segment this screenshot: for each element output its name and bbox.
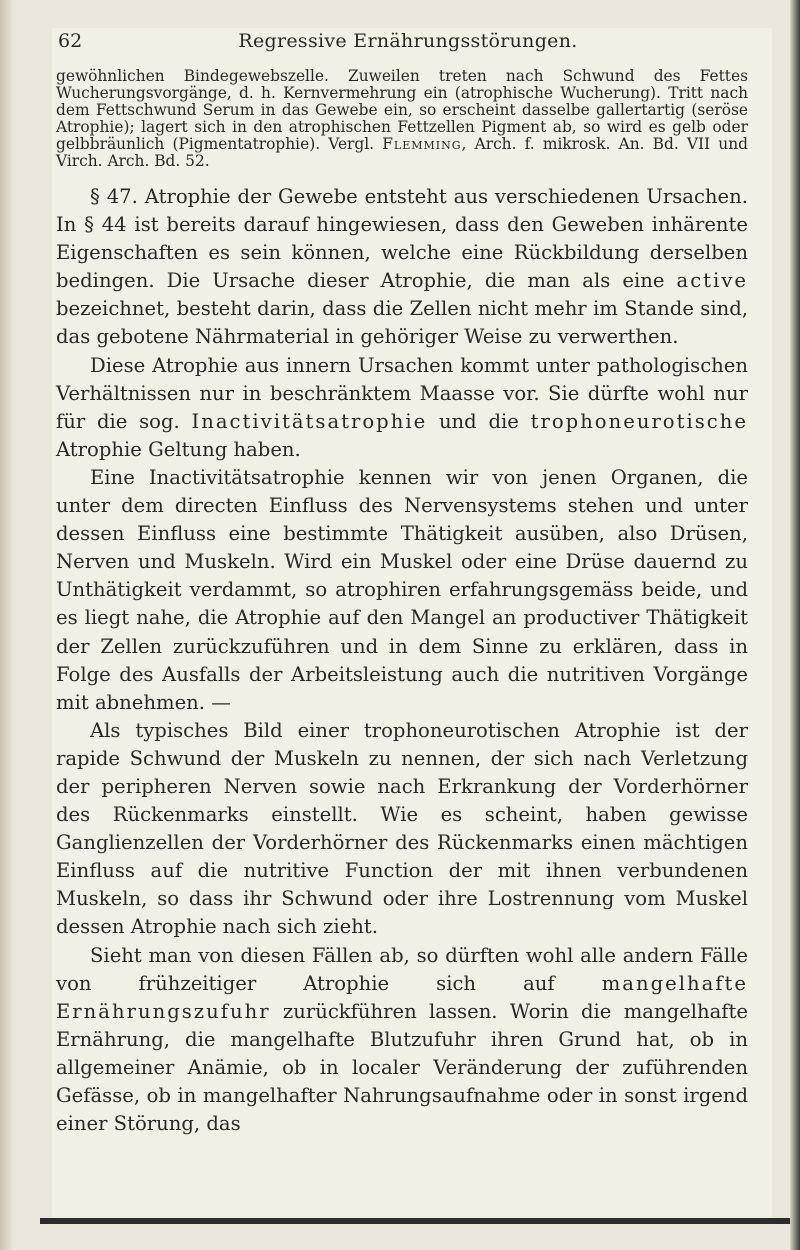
page-header	[58, 28, 758, 58]
emphasis-inactivity: Inactivitätsatrophie	[191, 409, 428, 433]
running-title: Regressive Ernährungsstörungen.	[238, 30, 578, 52]
page-bottom-edge	[40, 1218, 790, 1224]
paragraph-trophoneurotic-atrophy: Als typisches Bild einer trophoneurotischen Atrophie ist der rapide Schwund der Muskeln zu nennen, der sich nach Verletzung der peripheren Nerven sowie nach Erkrankung der Vorderhörner des Rückenmarks einstellt. Wie es scheint, haben gewisse Ganglienzellen der Vorderhörner des Rückenmarks einen mächtigen Einfluss auf die nutritive Function der mit ihnen verbundenen Muskeln, so dass ihr Schwund oder ihre Lostrennung vom Muskel dessen Atrophie nach sich zieht.	[56, 718, 748, 939]
emphasis-active: active	[676, 269, 748, 293]
emphasis-nutrition-supply: mangelhafte Ernährungszufuhr	[56, 971, 748, 1023]
paragraph-inner-causes: Diese Atrophie aus innern Ursachen kommt unter pathologischen Verhältnissen nur in beschränktem Maasse vor. Sie dürfte wohl nur für die sog. Inactivitätsatrophie und die trophoneurotische Atrophie Geltung haben.	[56, 353, 748, 461]
emphasis-trophoneurotic: trophoneurotische	[530, 409, 748, 433]
paragraph-section-47: § 47. Atrophie der Gewebe entsteht aus verschiedenen Ursachen. In § 44 ist bereits darauf hingewiesen, dass den Geweben inhärente Eigenschaften es sein können, welche eine Rückbildung derselben bedingen. Die Ursache dieser Atrophie, die man als eine active bezeichnet, besteht darin, dass die Zellen nicht mehr im Stande sind, das gebotene Nährmaterial in gehöriger Weise zu verwerthen.	[56, 185, 748, 349]
paragraph-nutrition: Sieht man von diesen Fällen ab, so dürften wohl alle andern Fälle von frühzeitiger Atrophie sich auf mangelhafte Ernährungszufuhr zurückführen lassen. Worin die mangelhafte Ernährung, die mangelhafte Blutzufuhr ihren Grund hat, ob in allgemeiner Anämie, ob in localer Veränderung der zuführenden Gefässe, ob in mangelhafter Nahrungsaufnahme oder in sonst irgend einer Störung, das	[56, 943, 748, 1136]
paragraph-inactivity-atrophy: Eine Inactivitätsatrophie kennen wir von jenen Organen, die unter dem directen Einfluss des Nervensystems stehen und unter dessen Einfluss eine bestimmte Thätigkeit ausüben, also Drüsen, Nerven und Muskeln. Wird ein Muskel oder eine Drüse dauernd zu Unthätigkeit verdammt, so atrophiren erfahrungsgemäss beide, und es liegt nahe, die Atrophie auf den Mangel an productiver Thätigkeit der Zellen zurückzuführen und in dem Sinne zu erklären, dass in Folge des Ausfalls der Arbeitsleistung auch die nutritiven Vorgänge mit abnehmen. —	[56, 465, 748, 714]
page-number: 62	[58, 30, 83, 52]
small-print-paragraph: gewöhnlichen Bindegewebszelle. Zuweilen treten nach Schwund des Fettes Wucherungsvorgänge, d. h. Kernvermehrung ein (atrophische Wucherung). Tritt nach dem Fettschwund Serum in das Gewebe ein, so erscheint dasselbe gallertartig (seröse Atrophie); lagert sich in den atrophischen Fettzellen Pigment ab, so wird es gelb oder gelbbräunlich (Pigmentatrophie). Vergl. Flemming, Arch. f. mikrosk. An. Bd. VII und Virch. Arch. Bd. 52.	[56, 67, 748, 170]
page-gutter-shadow	[0, 0, 14, 1250]
page-right-edge	[790, 0, 800, 1250]
book-page	[52, 28, 772, 1223]
author-name: Flemming	[382, 135, 462, 153]
main-text	[56, 183, 748, 1138]
